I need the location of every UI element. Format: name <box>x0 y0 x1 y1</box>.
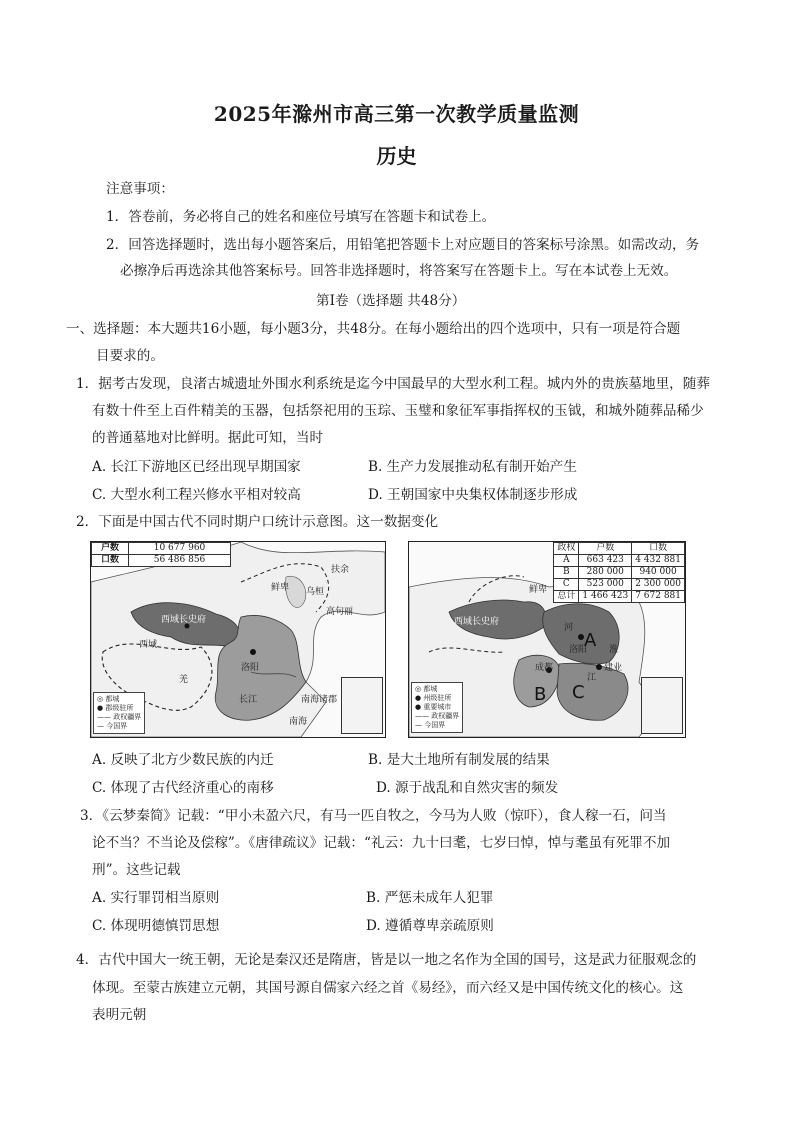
map1-stats-table <box>91 542 231 567</box>
map2-table-header <box>554 543 685 555</box>
map1-place-8: 高句丽 <box>326 607 354 617</box>
map2-place-5: 河 <box>564 623 574 633</box>
q3-stem-line-2: 论不当？不当论及偿稼”。《唐律疏议》记载：“礼云：九十曰耄，七岁曰悼，悼与耄虽有死罪不加 <box>92 835 671 851</box>
volume-heading: 第Ⅰ卷（选择题 共48分） <box>316 293 466 309</box>
map1-south-sea-inset <box>341 677 383 734</box>
q4-stem-line-1: 4．古代中国大一统王朝，无论是秦汉还是隋唐，皆是以一地之名作为全国的国号，这是武力征服观念的 <box>76 952 697 968</box>
map-han-population <box>90 541 386 738</box>
table-cell: 7 672 881 <box>632 591 685 603</box>
map1-hu-value: 10 677 960 <box>129 543 231 555</box>
table-cell: 663 423 <box>579 555 632 567</box>
map2-legend <box>411 682 463 733</box>
region-label-a: A <box>584 630 597 651</box>
q3-option-c: C. 体现明德慎罚思想 <box>92 918 220 934</box>
map2-legend-item: — 今国界 <box>415 721 446 729</box>
map2-header-cell: 政权 <box>554 543 579 555</box>
q1-stem-line-1: 1．据考古发现，良渚古城遗址外围水利系统是迄今中国最早的大型水利工程。城内外的贵族墓地里，随葬 <box>76 376 710 392</box>
map1-place-4: 南海 <box>289 717 308 727</box>
q1-option-b: B. 生产力发展推动私有制开始产生 <box>368 459 577 475</box>
notice-heading: 注意事项： <box>106 181 174 197</box>
map1-kou-value: 56 486 856 <box>129 555 231 567</box>
exam-title: 2025年滁州市高三第一次教学质量监测 <box>213 102 580 126</box>
q4-stem-line-3: 表明元朝 <box>92 1007 147 1023</box>
subject-title: 历史 <box>376 144 417 168</box>
q1-stem-line-2: 有数十件至上百件精美的玉器，包括祭祀用的玉琮、玉璧和象征军事指挥权的玉钺，和城外随葬品稀少 <box>92 403 704 419</box>
map1-place-5: 鲜卑 <box>271 583 290 593</box>
table-cell: 940 000 <box>632 567 685 579</box>
table-row <box>554 579 685 591</box>
table-cell: C <box>554 579 579 591</box>
map1-place-6: 乌桓 <box>306 587 325 597</box>
q3-option-d: D. 遵循尊卑亲疏原则 <box>366 918 494 934</box>
table-cell: 1 466 423 <box>579 591 632 603</box>
table-cell: 523 000 <box>579 579 632 591</box>
map1-legend-item: ● 郡级驻所 <box>97 704 134 712</box>
q1-stem-line-3: 的普通墓地对比鲜明。据此可知，当时 <box>92 430 324 446</box>
map1-legend-item: ◎ 都城 <box>97 695 120 703</box>
table-row <box>554 591 685 603</box>
table-row <box>554 555 685 567</box>
map2-place-2: 成都 <box>535 663 554 673</box>
q3-stem-line-1: 3．《云梦秦简》记载：“甲小未盈六尺，有马一匹自牧之，今马为人败（惊吓），食人稼一石，问当 <box>80 808 667 824</box>
map1-place-10: 南海诸郡 <box>301 695 338 705</box>
q4-stem-line-2: 体现。至蒙古族建立元朝，其国号源自儒家六经之首《易经》，而六经又是中国传统文化的核心。这 <box>92 980 684 996</box>
section-intro-line-2: 目要求的。 <box>96 348 164 364</box>
region-label-c: C <box>572 682 585 703</box>
map2-header-cell: 口数 <box>632 543 685 555</box>
map2-place-6: 淮 <box>609 645 619 655</box>
q2-option-b: B. 是大土地所有制发展的结果 <box>368 752 550 768</box>
notice-item-2-line-2: 必擦净后再选涂其他答案标号。回答非选择题时，将答案写在答题卡上。写在本试卷上无效。 <box>120 263 678 279</box>
q2-option-a: A. 反映了北方少数民族的内迁 <box>92 752 274 768</box>
q3-option-a: A. 实行罪罚相当原则 <box>92 890 220 906</box>
q2-stem: 2．下面是中国古代不同时期户口统计示意图。这一数据变化 <box>76 514 439 530</box>
notice-item-1: 1．答卷前，务必将自己的姓名和座位号填写在答题卡和试卷上。 <box>106 209 496 225</box>
q1-option-d: D. 王朝国家中央集权体制逐步形成 <box>368 487 578 503</box>
map1-place-3: 长江 <box>239 695 258 705</box>
map2-place-0: 西域长史府 <box>454 617 500 627</box>
q2-option-c: C. 体现了古代经济重心的南移 <box>92 780 274 796</box>
map1-kou-label: 口数 <box>92 555 129 567</box>
q1-option-a: A. 长江下游地区已经出现早期国家 <box>92 459 301 475</box>
q2-option-d: D. 源于战乱和自然灾害的频发 <box>376 780 559 796</box>
map1-hu-label: 户数 <box>92 543 129 555</box>
table-cell: 4 432 881 <box>632 555 685 567</box>
map2-place-4: 建业 <box>604 663 623 673</box>
map2-stats-table <box>553 542 685 603</box>
q3-stem-line-3: 刑”。这些记载 <box>92 862 181 878</box>
region-label-b: B <box>534 684 547 705</box>
map2-legend-item: ◎ 都城 <box>415 685 438 693</box>
q1-option-c: C. 大型水利工程兴修水平相对较高 <box>92 487 301 503</box>
map1-legend <box>93 692 145 734</box>
luoyang-marker <box>250 649 256 655</box>
notice-item-2-line-1: 2．回答选择题时，选出每小题答案后，用铅笔把答题卡上对应题目的答案标号涂黑。如需改动，务 <box>106 237 700 253</box>
map2-place-1: 鲜卑 <box>529 585 548 595</box>
map2-header-cell: 户数 <box>579 543 632 555</box>
map2-legend-item: ● 重要城市 <box>415 703 452 711</box>
map1-place-9: 羌 <box>179 675 189 685</box>
table-cell: 2 300 000 <box>632 579 685 591</box>
table-row <box>554 567 685 579</box>
map-three-kingdoms-population <box>408 541 686 738</box>
section-intro-line-1: 一、选择题：本大题共16小题，每小题3分，共48分。在每小题给出的四个选项中，只有一项是符合题 <box>66 321 681 337</box>
map1-place-1: 西域 <box>139 640 158 650</box>
map1-place-0: 西域长史府 <box>161 615 207 625</box>
map1-place-7: 扶余 <box>331 565 350 575</box>
map2-south-sea-inset <box>641 677 683 734</box>
table-cell: 总计 <box>554 591 579 603</box>
table-cell: 280 000 <box>579 567 632 579</box>
q3-option-b: B. 严惩未成年人犯罪 <box>366 890 494 906</box>
table-cell: A <box>554 555 579 567</box>
map1-legend-item: —— 政权疆界 <box>97 713 142 721</box>
map2-legend-item: ● 州级驻所 <box>415 694 452 702</box>
table-cell: B <box>554 567 579 579</box>
map2-legend-item: —— 政权疆界 <box>415 712 460 720</box>
map1-legend-item: — 今国界 <box>97 722 128 730</box>
map2-place-7: 江 <box>587 673 597 683</box>
map2-place-3: 洛阳 <box>569 645 588 655</box>
map1-place-2: 洛阳 <box>241 663 260 673</box>
